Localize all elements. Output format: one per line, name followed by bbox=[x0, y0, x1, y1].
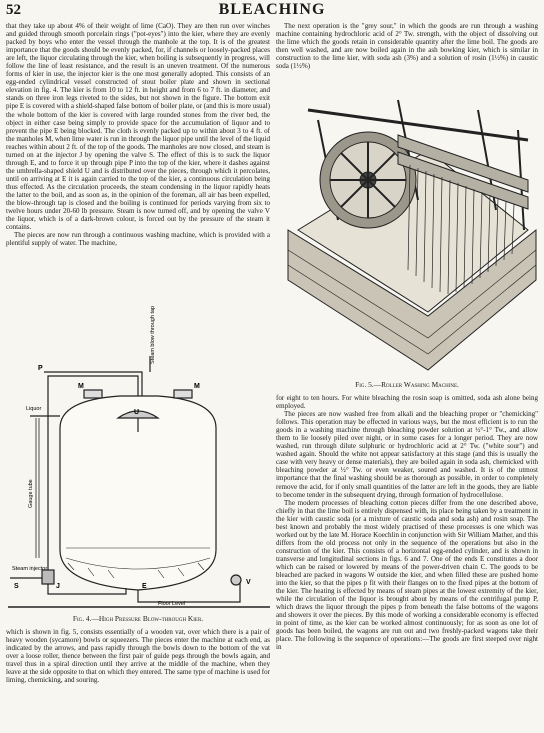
label-V: V bbox=[246, 579, 251, 586]
page-number: 52 bbox=[6, 2, 21, 18]
washing-machine-engraving bbox=[278, 80, 538, 378]
manhole bbox=[174, 390, 192, 398]
label-P: P bbox=[38, 365, 43, 372]
paragraph: The next operation is the "grey sour," in which the goods are run through a washing machine containing hydrochloric acid of 2° Tw. strength, with the object of dissolving out the lime which the goods retain in considerable quantity after the lime boil. The goods are then well washed, and are now boiled again in the ash bowking kier, which is similar in construction to the lime kier, with soda ash (3%) and a solution of rosin (1½%) in caustic soda (1½%) bbox=[276, 22, 538, 71]
right-column-text-bottom bbox=[276, 394, 538, 730]
right-column-text-top bbox=[276, 22, 538, 80]
label-blow-tap: Steam blow through tap bbox=[150, 305, 156, 364]
injector bbox=[42, 570, 54, 584]
fig5-caption: Fig. 5.—Roller Washing Machine. bbox=[355, 380, 459, 389]
paragraph: The modern processes of bleaching cotton pieces differ from the one described above, chiefly in that the lime boil is entirely dispensed with, its place being taken by a treatment in the kier with caustic soda (or a mixture of caustic soda and soda ash) and rosin soap. The best known and probably the most widely practised of these processes is one which was worked out by the late M. Horace Koechlin in conjunction with Sir William Mather, and this differs from the old process not only in the sequence of the operations but also in the construction of the kier. This consists of a horizontal egg-ended cylinder, and is shown in transverse and longitudinal sections in figs. 6 and 7. One of the ends E constitutes a door which can be raised or lowered by means of the power-driven chain C. The goods to be bleached are packed in wagons W outside the kier, and when filled these are pushed home into the kier, so that the pipes p fit with their flanges on to the fixed pipes at the bottom of the kier. The heating is effected by means of steam pipes at the lowest extremity of the kier, while the circulation of the liquor is brought about by means of the centrifugal pump P, which draws the liquor through the pipes p from beneath the false bottoms of the wagons and showers it over the pieces. By this mode of working a considerable economy is effected in point of time, as the kier can be worked almost continuously; for as soon as one lot of goods has been boiled, the wagons are run out and two freshly-packed wagons take their place. The following is the sequence of operations:—The goods are first steeped over night in bbox=[276, 498, 538, 652]
left-column-text-top bbox=[6, 22, 270, 364]
label-E: E bbox=[142, 583, 147, 590]
manhole bbox=[84, 390, 102, 398]
left-column-text-bottom bbox=[6, 628, 270, 728]
kier-diagram bbox=[8, 305, 270, 610]
label-M2: M bbox=[194, 383, 200, 390]
valve bbox=[231, 575, 241, 585]
paragraph: for eight to ten hours. For white bleaching the rosin soap is omitted, soda ash alone being employed. bbox=[276, 394, 538, 411]
paragraph: which is shown in fig. 5, consists essentially of a wooden vat, over which there is a pair of heavy wooden (sycamore) bowls or squeezers. The pieces enter the machine at each end, as indicated by the arrows, and pass rapidly through the bowls down to the bottom of the vat over a loose roller, thence between the first pair of guide pegs through the bowls again, and travel thus in a spiral direction until they arrive at the middle of the machine, when they leave at the side opposite to that on which they entered. The same type of machine is used for liming, chemicking, and souring. bbox=[6, 628, 270, 685]
label-J: J bbox=[56, 583, 60, 590]
label-S: S bbox=[14, 583, 19, 590]
label-steam-injector: Steam injector bbox=[12, 566, 48, 572]
paragraph: The pieces are now washed free from alkali and the bleaching proper or "chemicking" follows. This operation may be effected in various ways, but the most efficient is to run the goods in a washing machine through bleaching powder solution at ½°-1° Tw., and allow them to lie loosely piled over night, or in some cases for a longer period. They are now washed, run through dilute sulphuric or hydrochloric acid at 2° Tw. ("white sour") and washed again. Should the white not appear satisfactory at this stage (and this is usually the case with very heavy or dense materials), they are boiled again in soda ash, chemicked with bleaching powder at ½° Tw. or even weaker, soured and washed. It is of the utmost importance that the final washing should be as thorough as possible, in order to completely remove the acid, for if only small quantities of the latter are left in the goods, they are liable to become tender in the subsequent drying, through formation of hydrocellulose. bbox=[276, 410, 538, 499]
label-floor: Floor Level bbox=[158, 601, 186, 607]
fig4-caption: Fig. 4.—High Pressure Blow-through Kier. bbox=[72, 614, 204, 623]
paragraph: The pieces are now run through a continuous washing machine, which is provided with a plentiful supply of water. The machine, bbox=[6, 231, 270, 248]
running-head: BLEACHING bbox=[218, 1, 326, 18]
label-M: M bbox=[78, 383, 84, 390]
label-liquor: Liquor bbox=[26, 406, 42, 412]
label-gauge: Gauge tube bbox=[28, 479, 34, 508]
paragraph: that they take up about 4% of their weight of lime (CaO). They are then run over winches and guided through smooth porcelain rings ("pot-eyes") into the kier, where they are evenly packed by boys who enter the vessel through the manhole at the top. It is of the greatest importance that the goods should be evenly packed, for, if channels or loosely-packed places are left, the liquor circulating through the kier, when boiling is subsequently in progress, will follow the line of least resistance, and the result is an uneven treatment. Of the numerous forms of kier in use, the injector kier is the one most generally adopted. This consists of an egg-ended cylindrical vessel constructed of stout boiler plate and shown in sectional elevation in fig. 4. The kier is from 10 to 12 ft. in height and from 6 to 7 ft. in diameter, and stands on three iron legs riveted to the sides, but not shown in the figure. The bottom exit pipe E is covered with a shield-shaped false bottom of boiler plate, or (and this is more usual) the whole bottom of the kier is covered with large rounded stones from the river bed, the object in either case being simply to provide space for the accumulation of liquor and to prevent the pipe E being blocked. The cloth is evenly packed up to within about 3 to 4 ft. of the manholes M, when lime water is run in through the liquor pipe until the level of the liquid reaches within about 2 ft. of the top of the goods. The manholes are now closed, and steam is turned on at the injector J by opening the valve S. The effect of this is to suck the liquor through E, and to force it up through pipe P into the top of the kier, where it dashes against the umbrella-shaped shield U and is distributed over the pieces, through which it percolates, until on arriving at E it is again carried to the top of the kier, a continuous circulation being thus effected. As the circulation proceeds, the steam condensing in the liquor rapidly heats the latter to the boil, and as soon as, in the opinion of the foreman, all air has been expelled, the blow-through tap is closed and the boiling is continued for periods varying from six to twelve hours under 20-60 lb pressure. Steam is now turned off, and by opening the valve V the liquor, which is of a dark-brown colour, is forced out by the pressure of the steam it contains. bbox=[6, 22, 271, 232]
label-U: U bbox=[134, 409, 140, 416]
